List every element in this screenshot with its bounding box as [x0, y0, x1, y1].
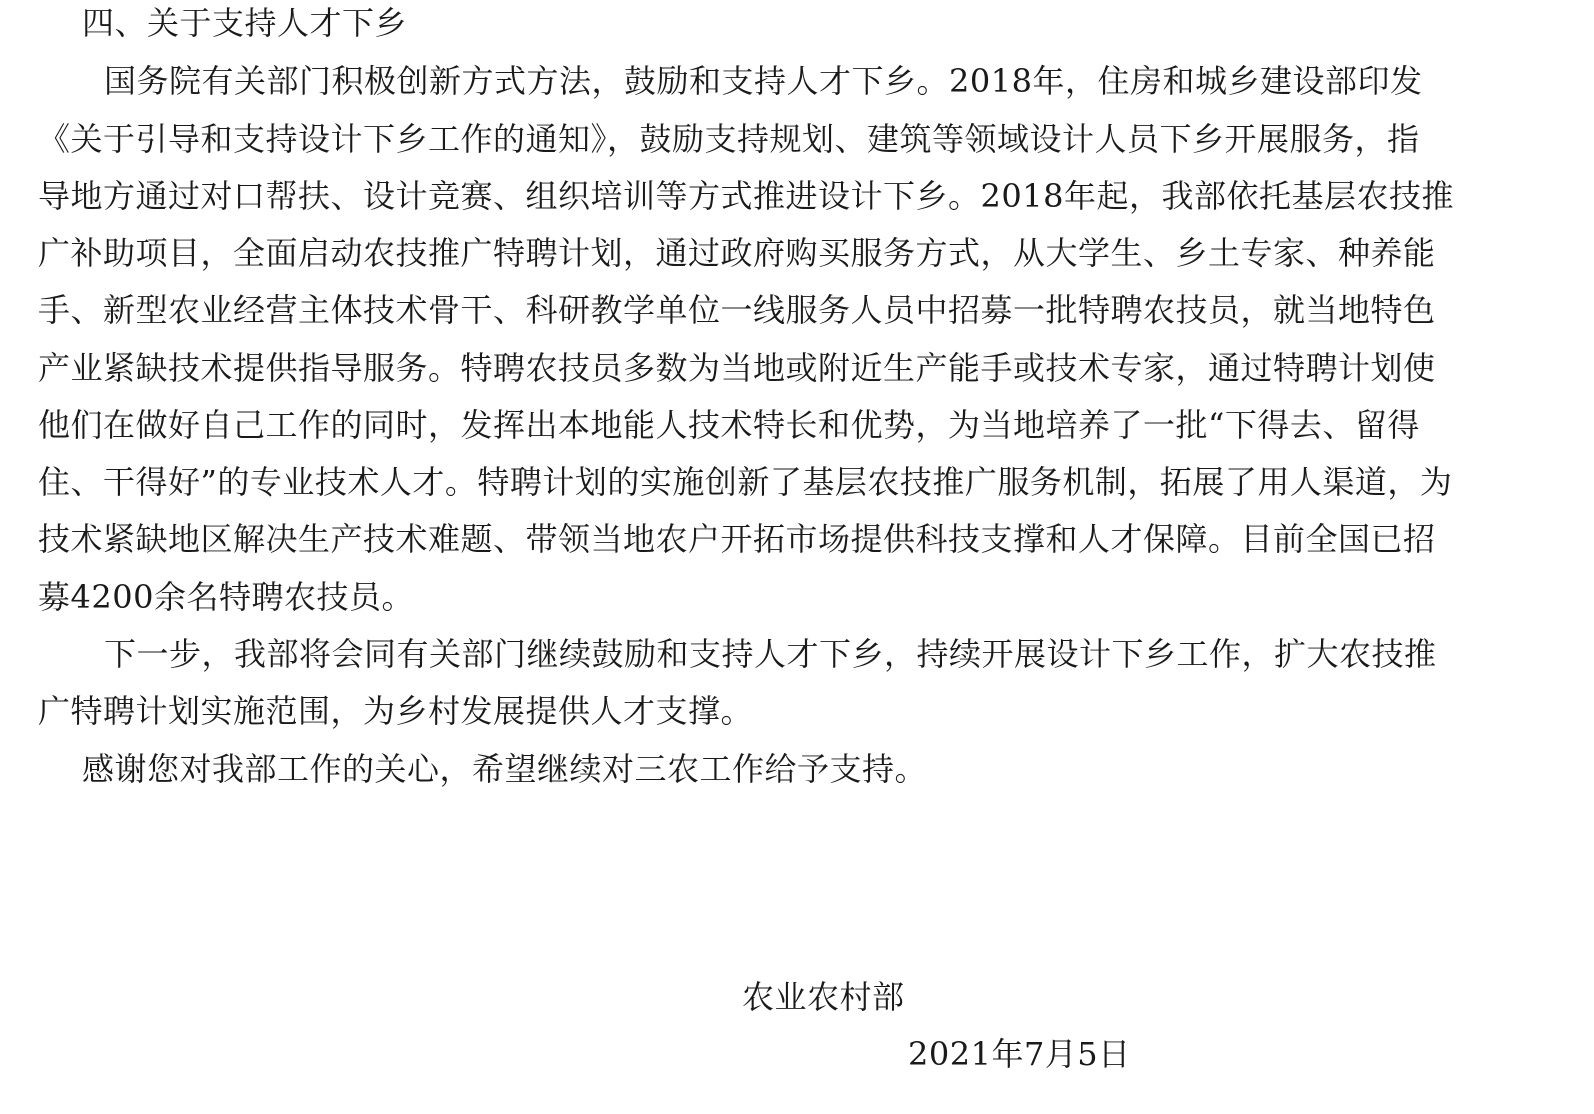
paragraph-line: 国务院有关部门积极创新方式方法，鼓励和支持人才下乡。2018年，住房和城乡建设部印发 — [104, 62, 1423, 100]
paragraph-line: 下一步，我部将会同有关部门继续鼓励和支持人才下乡，持续开展设计下乡工作，扩大农技推 — [104, 635, 1437, 673]
signature-organization: 农业农村部 — [742, 978, 905, 1016]
paragraph-line: 导地方通过对口帮扶、设计竞赛、组织培训等方式推进设计下乡。2018年起，我部依托基层农技推 — [38, 177, 1454, 215]
paragraph-line: 广补助项目，全面启动农技推广特聘计划，通过政府购买服务方式，从大学生、乡土专家、种养能 — [38, 234, 1436, 272]
closing-line: 感谢您对我部工作的关心，希望继续对三农工作给予支持。 — [82, 750, 928, 788]
paragraph-line: 《关于引导和支持设计下乡工作的通知》，鼓励支持规划、建筑等领域设计人员下乡开展服务，指 — [38, 120, 1420, 158]
paragraph-line: 募4200余名特聘农技员。 — [38, 578, 414, 616]
paragraph-line: 手、新型农业经营主体技术骨干、科研教学单位一线服务人员中招募一批特聘农技员，就当地特色 — [38, 291, 1436, 329]
paragraph-line: 广特聘计划实施范围，为乡村发展提供人才支撑。 — [38, 692, 754, 730]
paragraph-line: 产业紧缺技术提供指导服务。特聘农技员多数为当地或附近生产能手或技术专家，通过特聘计划使 — [38, 349, 1436, 387]
paragraph-line: 技术紧缺地区解决生产技术难题、带领当地农户开拓市场提供科技支撑和人才保障。目前全国已招 — [38, 520, 1436, 558]
signature-date: 2021年7月5日 — [908, 1035, 1131, 1073]
section-heading: 四、关于支持人才下乡 — [82, 4, 408, 42]
paragraph-line: 住、干得好”的专业技术人才。特聘计划的实施创新了基层农技推广服务机制，拓展了用人渠道，为 — [38, 463, 1453, 501]
paragraph-line: 他们在做好自己工作的同时，发挥出本地能人技术特长和优势，为当地培养了一批“下得去、留得 — [38, 406, 1420, 444]
